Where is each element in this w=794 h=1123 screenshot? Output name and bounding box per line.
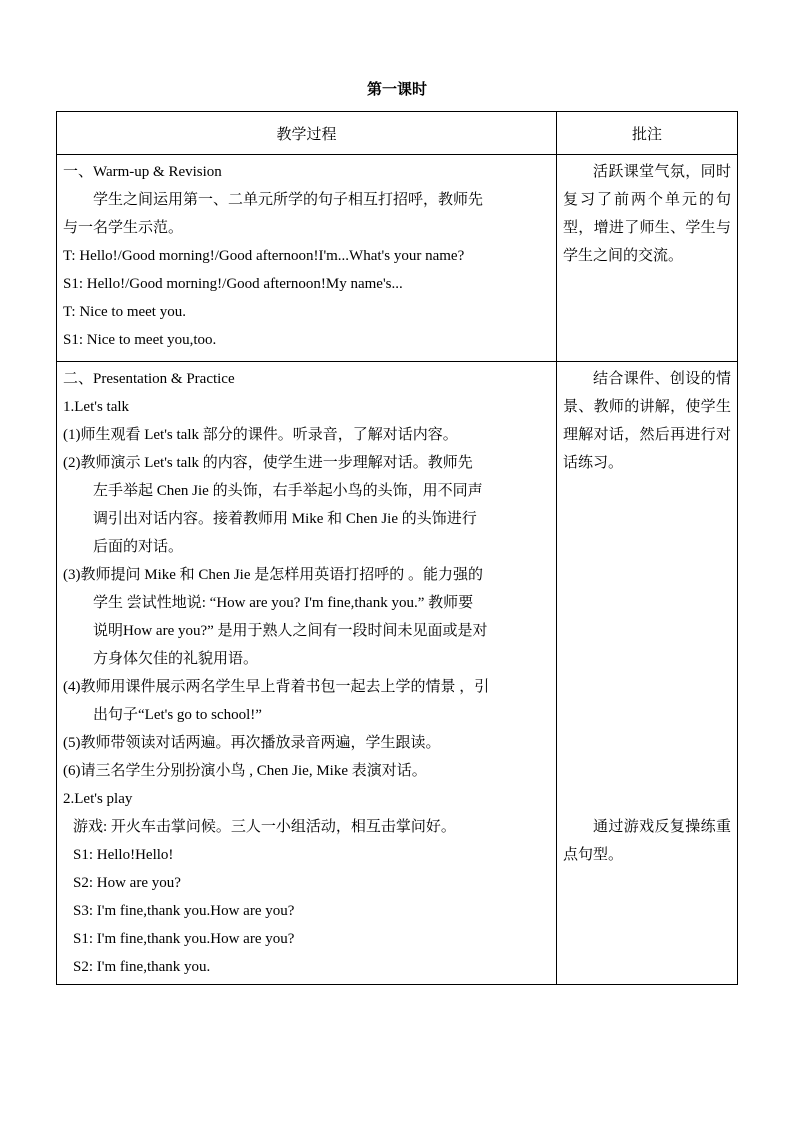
dialog-line: S3: I'm fine,thank you.How are you? [73, 903, 295, 919]
section-heading-presentation: 二、Presentation & Practice [63, 371, 235, 387]
dialog-line: S1: Hello!/Good morning!/Good afternoon!My name's... [63, 276, 403, 292]
dialog-line: T: Nice to meet you. [63, 304, 186, 320]
dialog-line: T: Hello!/Good morning!/Good afternoon!I'm...What's your name? [63, 248, 465, 264]
table-row-presentation [57, 362, 738, 985]
step-line: (3)教师提问 Mike 和 Chen Jie 是怎样用英语打招呼的 。能力强的 [63, 567, 483, 583]
presentation-process-cell [57, 362, 557, 985]
warmup-instruction-line: 学生之间运用第一、二单元所学的句子相互打招呼，教师先 [93, 192, 484, 208]
table-header-row [57, 112, 738, 155]
presentation-note-cell [557, 362, 738, 985]
warmup-process-cell [57, 155, 557, 362]
dialog-line: S1: Hello!Hello! [73, 847, 174, 863]
page-title: 第一课时 [366, 82, 427, 98]
note-text: 结合课件、创设的情景、教师的讲解，使学生理解对话，然后再进行对话练习。 [563, 371, 731, 471]
header-notes: 批注 [557, 112, 738, 155]
game-description: 游戏: 开火车击掌问候。三人一小组活动，相互击掌问好。 [73, 819, 456, 835]
step-line: (1)师生观看 Let's talk 部分的课件。听录音，了解对话内容。 [63, 427, 458, 443]
step-line: 说明How are you?” 是用于熟人之间有一段时间未见面或是对 [93, 623, 488, 639]
warmup-note-cell [557, 155, 738, 362]
subsection-title-play: 2.Let's play [63, 791, 133, 807]
header-teaching-process: 教学过程 [57, 112, 557, 155]
lesson-plan-table [56, 111, 738, 985]
step-line: 学生 尝试性地说: “How are you? I'm fine,thank you.” 教师要 [93, 595, 474, 611]
step-line: 调引出对话内容。接着教师用 Mike 和 Chen Jie 的头饰进行 [93, 511, 477, 527]
step-line: 左手举起 Chen Jie 的头饰，右手举起小鸟的头饰，用不同声 [93, 483, 483, 499]
section-heading-warmup: 一、Warm-up & Revision [63, 164, 222, 180]
subsection-title-talk: 1.Let's talk [63, 399, 130, 415]
dialog-line: S2: How are you? [73, 875, 181, 891]
dialog-line: S1: I'm fine,thank you.How are you? [73, 931, 295, 947]
step-line: 方身体欠佳的礼貌用语。 [93, 651, 259, 667]
dialog-line: S2: I'm fine,thank you. [73, 959, 211, 975]
step-line: (2)教师演示 Let's talk 的内容，使学生进一步理解对话。教师先 [63, 455, 473, 471]
step-line: 后面的对话。 [93, 539, 184, 555]
table-row-warmup [57, 155, 738, 362]
note-text: 通过游戏反复操练重点句型。 [563, 819, 731, 863]
note-text: 活跃课堂气氛，同时复习了前两个单元的句型，增进了师生、学生与学生之间的交流。 [563, 164, 731, 264]
dialog-line: S1: Nice to meet you,too. [63, 332, 217, 348]
step-line: (4)教师用课件展示两名学生早上背着书包一起去上学的情景 ，引 [63, 679, 490, 695]
warmup-instruction-line: 与一名学生示范。 [63, 220, 184, 236]
step-line: 出句子“Let's go to school!” [93, 707, 262, 723]
step-line: (6)请三名学生分别扮演小鸟 , Chen Jie, Mike 表演对话。 [63, 763, 427, 779]
step-line: (5)教师带领读对话两遍。再次播放录音两遍，学生跟读。 [63, 735, 441, 751]
